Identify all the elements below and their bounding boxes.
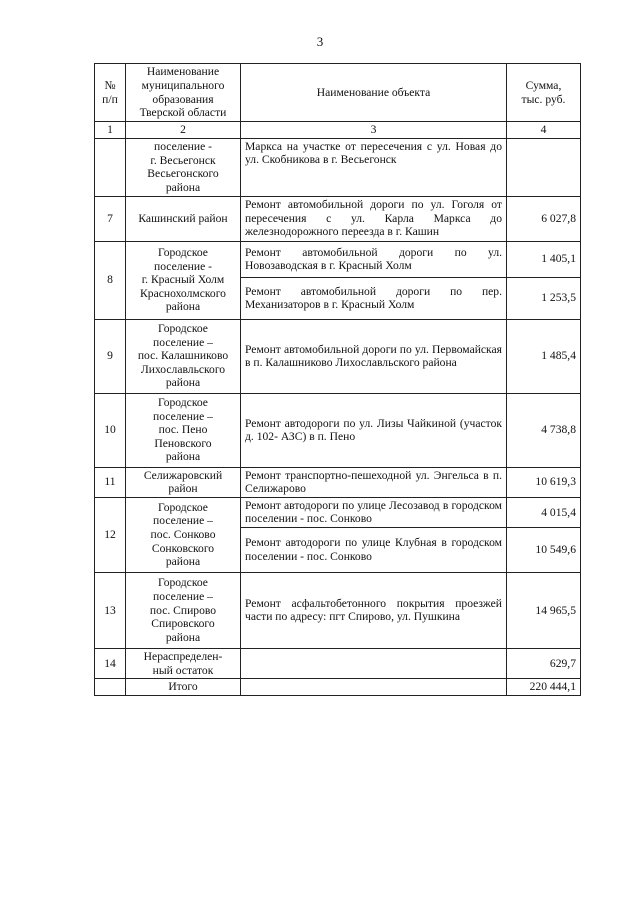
row-municipality: Селижаровский район (126, 467, 241, 497)
row-num: 12 (95, 497, 126, 572)
row-sum: 1 485,4 (507, 319, 581, 393)
row-municipality: Городское поселение – пос. Сонково Сонковского района (126, 497, 241, 572)
row-object (241, 648, 507, 678)
row-municipality: Городское поселение - г. Красный Холм Краснохолмского района (126, 241, 241, 319)
row-municipality: поселение - г. Весьегонск Весьегонского района (126, 138, 241, 196)
row-num: 11 (95, 467, 126, 497)
row-num: 7 (95, 196, 126, 241)
row-sum: 4 015,4 (507, 497, 581, 527)
row-num (95, 138, 126, 196)
row-object: Ремонт автодороги по улице Лесозавод в городском поселении - пос. Сонково (241, 497, 507, 527)
row-municipality: Городское поселение – пос. Калашниково Лихославльского района (126, 319, 241, 393)
header-sum: Сумма, тыс. руб. (507, 64, 581, 122)
column-number-row (95, 122, 581, 139)
row-object: Ремонт автодороги по улице Клубная в городском поселении - пос. Сонково (241, 527, 507, 572)
table-row (95, 467, 581, 497)
table-row (95, 196, 581, 241)
funding-table (94, 63, 581, 696)
total-sum: 220 444,1 (507, 679, 581, 696)
table-row (95, 138, 581, 196)
table-header-row (95, 64, 581, 122)
row-object: Ремонт автомобильной дороги по ул. Гоголя от пересечения с ул. Карла Маркса до железнодорожного переезда в г. Кашин (241, 196, 507, 241)
row-object (241, 679, 507, 696)
total-row (95, 679, 581, 696)
table-row (95, 241, 581, 277)
header-municipality: Наименование муниципального образования Тверской области (126, 64, 241, 122)
row-municipality: Нераспределен- ный остаток (126, 648, 241, 678)
row-object: Ремонт автомобильной дороги по ул. Первомайская в п. Калашниково Лихославльского района (241, 319, 507, 393)
table-row (95, 497, 581, 527)
row-sum: 1 405,1 (507, 241, 581, 277)
row-object: Ремонт транспортно-пешеходной ул. Энгельса в п. Селижарово (241, 467, 507, 497)
row-num: 13 (95, 572, 126, 648)
row-sum: 10 619,3 (507, 467, 581, 497)
row-num: 9 (95, 319, 126, 393)
row-object: Ремонт автомобильной дороги по пер. Механизаторов в г. Красный Холм (241, 277, 507, 319)
col-number: 2 (126, 122, 241, 139)
total-label: Итого (126, 679, 241, 696)
header-num: № п/п (95, 64, 126, 122)
table-row (95, 572, 581, 648)
row-sum: 10 549,6 (507, 527, 581, 572)
row-num: 14 (95, 648, 126, 678)
row-object: Маркса на участке от пересечения с ул. Новая до ул. Скобникова в г. Весьегонск (241, 138, 507, 196)
col-number: 4 (507, 122, 581, 139)
row-municipality: Городское поселение – пос. Пено Пеновского района (126, 393, 241, 467)
row-sum: 14 965,5 (507, 572, 581, 648)
row-object: Ремонт автодороги по ул. Лизы Чайкиной (участок д. 102- АЗС) в п. Пено (241, 393, 507, 467)
row-num (95, 679, 126, 696)
row-sum: 6 027,8 (507, 196, 581, 241)
row-sum (507, 138, 581, 196)
table-row (95, 393, 581, 467)
table-row (95, 648, 581, 678)
col-number: 3 (241, 122, 507, 139)
row-municipality: Городское поселение – пос. Спирово Спировского района (126, 572, 241, 648)
row-num: 10 (95, 393, 126, 467)
header-object: Наименование объекта (241, 64, 507, 122)
row-object: Ремонт асфальтобетонного покрытия проезжей части по адресу: пгт Спирово, ул. Пушкина (241, 572, 507, 648)
page-number: 3 (316, 34, 324, 49)
row-object: Ремонт автомобильной дороги по ул. Новозаводская в г. Красный Холм (241, 241, 507, 277)
row-municipality: Кашинский район (126, 196, 241, 241)
table-row (95, 319, 581, 393)
row-sum: 629,7 (507, 648, 581, 678)
row-sum: 1 253,5 (507, 277, 581, 319)
col-number: 1 (95, 122, 126, 139)
row-sum: 4 738,8 (507, 393, 581, 467)
row-num: 8 (95, 241, 126, 319)
